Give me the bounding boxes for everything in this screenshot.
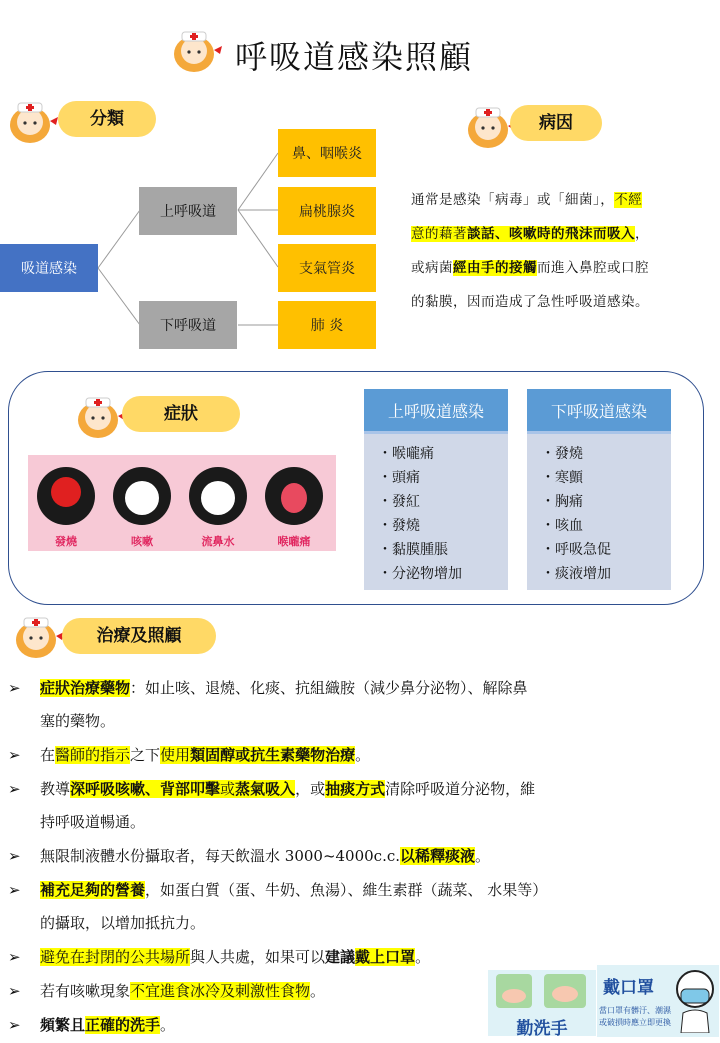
- treatment-item: ➢ 無限制液體水份攝取者，每天飲溫水 3000~4000c.c.以稀釋痰液。: [8, 847, 491, 865]
- symptom-icons-strip: [28, 455, 336, 551]
- sore-throat-icon: [265, 467, 323, 525]
- mask-label: 戴口罩: [603, 978, 654, 998]
- treatment-item: ➢ 教導深呼吸咳嗽、背部叩擊或蒸氣吸入，或抽痰方式清除呼吸道分泌物，維 持呼吸道暢通。: [8, 780, 536, 831]
- symptom-item: ・ 發燒: [541, 442, 671, 466]
- cause-text: 通常是感染「病毒」或「細菌」，不經 意的藉著談話、咳嗽時的飛沫而吸入， 或病菌經由手的接觸而進入鼻腔或口腔 的黏膜，因而造成了急性呼吸道感染。: [411, 192, 649, 310]
- symptom-item: ・ 發紅: [378, 490, 508, 514]
- symptom-item: ・ 胸痛: [541, 490, 671, 514]
- class-upper-box: 上呼吸道: [139, 187, 237, 235]
- section-label-symptoms: 症狀: [122, 396, 240, 432]
- treatment-item: ➢ 在醫師的指示之下使用類固醇或抗生素藥物治療。: [8, 746, 371, 764]
- symptom-icon-label: 流鼻水: [201, 535, 235, 548]
- cough-icon: [113, 467, 171, 525]
- symptom-item: ・ 頭痛: [378, 466, 508, 490]
- symptom-item: ・ 黏膜腫脹: [378, 538, 508, 562]
- section-label-cause: 病因: [510, 105, 602, 141]
- section-label-classification: 分類: [58, 101, 156, 137]
- symptom-item: ・ 痰液增加: [541, 562, 671, 586]
- upper-symptom-column: [364, 389, 508, 590]
- treatment-item: ➢ 頻繁且正確的洗手。: [8, 1016, 176, 1034]
- symptom-item: ・ 喉嚨痛: [378, 442, 508, 466]
- treatment-item: ➢ 避免在封閉的公共場所與人共處，如果可以建議戴上口罩。: [8, 948, 431, 966]
- treatment-item: ➢ 症狀治療藥物：如止咳、退燒、化痰、抗組織胺（減少鼻分泌物）、解除鼻 塞的藥物。: [8, 679, 528, 730]
- class-lower-box: 下呼吸道: [139, 301, 237, 349]
- symptom-item: ・ 發燒: [378, 514, 508, 538]
- lower-symptom-column: [527, 389, 671, 590]
- symptom-icon-label: 咳嗽: [131, 535, 153, 548]
- lower-symptom-title: 下呼吸道感染: [527, 389, 671, 434]
- treatment-item: ➢ 補充足夠的營養，如蛋白質（蛋、牛奶、魚湯）、維生素群（蔬菜、 水果等） 的攝取，以增加抵抗力。: [8, 881, 548, 932]
- page-title: 呼吸道感染照顧: [235, 38, 474, 76]
- nurse-mascot-icon: [168, 24, 228, 76]
- mask-note: 或破損時應立即更換: [599, 1018, 671, 1027]
- section-label-treatment: 治療及照顧: [62, 618, 216, 654]
- mask-note: 當口罩有髒汙、潮濕: [599, 1006, 671, 1015]
- upper-symptom-title: 上呼吸道感染: [364, 389, 508, 434]
- class-upper-item: 鼻、咽喉炎: [278, 129, 376, 177]
- hand-wash-badge: [488, 970, 596, 1039]
- symptom-icon-label: 發燒: [55, 535, 77, 548]
- nurse-mascot-icon: [10, 610, 70, 662]
- runny-nose-icon: [189, 467, 247, 525]
- symptom-icon-label: 喉嚨痛: [277, 535, 311, 548]
- symptom-item: ・ 呼吸急促: [541, 538, 671, 562]
- class-root-box: 吸道感染: [0, 244, 98, 292]
- treatment-item: ➢ 若有咳嗽現象不宜進食冰冷及刺激性食物。: [8, 982, 326, 1000]
- mask-person-icon: [673, 967, 717, 1033]
- symptom-item: ・ 咳血: [541, 514, 671, 538]
- symptom-item: ・ 分泌物增加: [378, 562, 508, 586]
- hand-wash-label: 勤洗手: [516, 1019, 568, 1039]
- fever-icon: [37, 467, 95, 525]
- class-upper-item: 扁桃腺炎: [278, 187, 376, 235]
- mask-badge: [597, 965, 719, 1037]
- class-upper-item: 支氣管炎: [278, 244, 376, 292]
- symptom-item: ・ 寒顫: [541, 466, 671, 490]
- class-lower-item: 肺 炎: [278, 301, 376, 349]
- hand-wash-icon: [488, 970, 596, 1012]
